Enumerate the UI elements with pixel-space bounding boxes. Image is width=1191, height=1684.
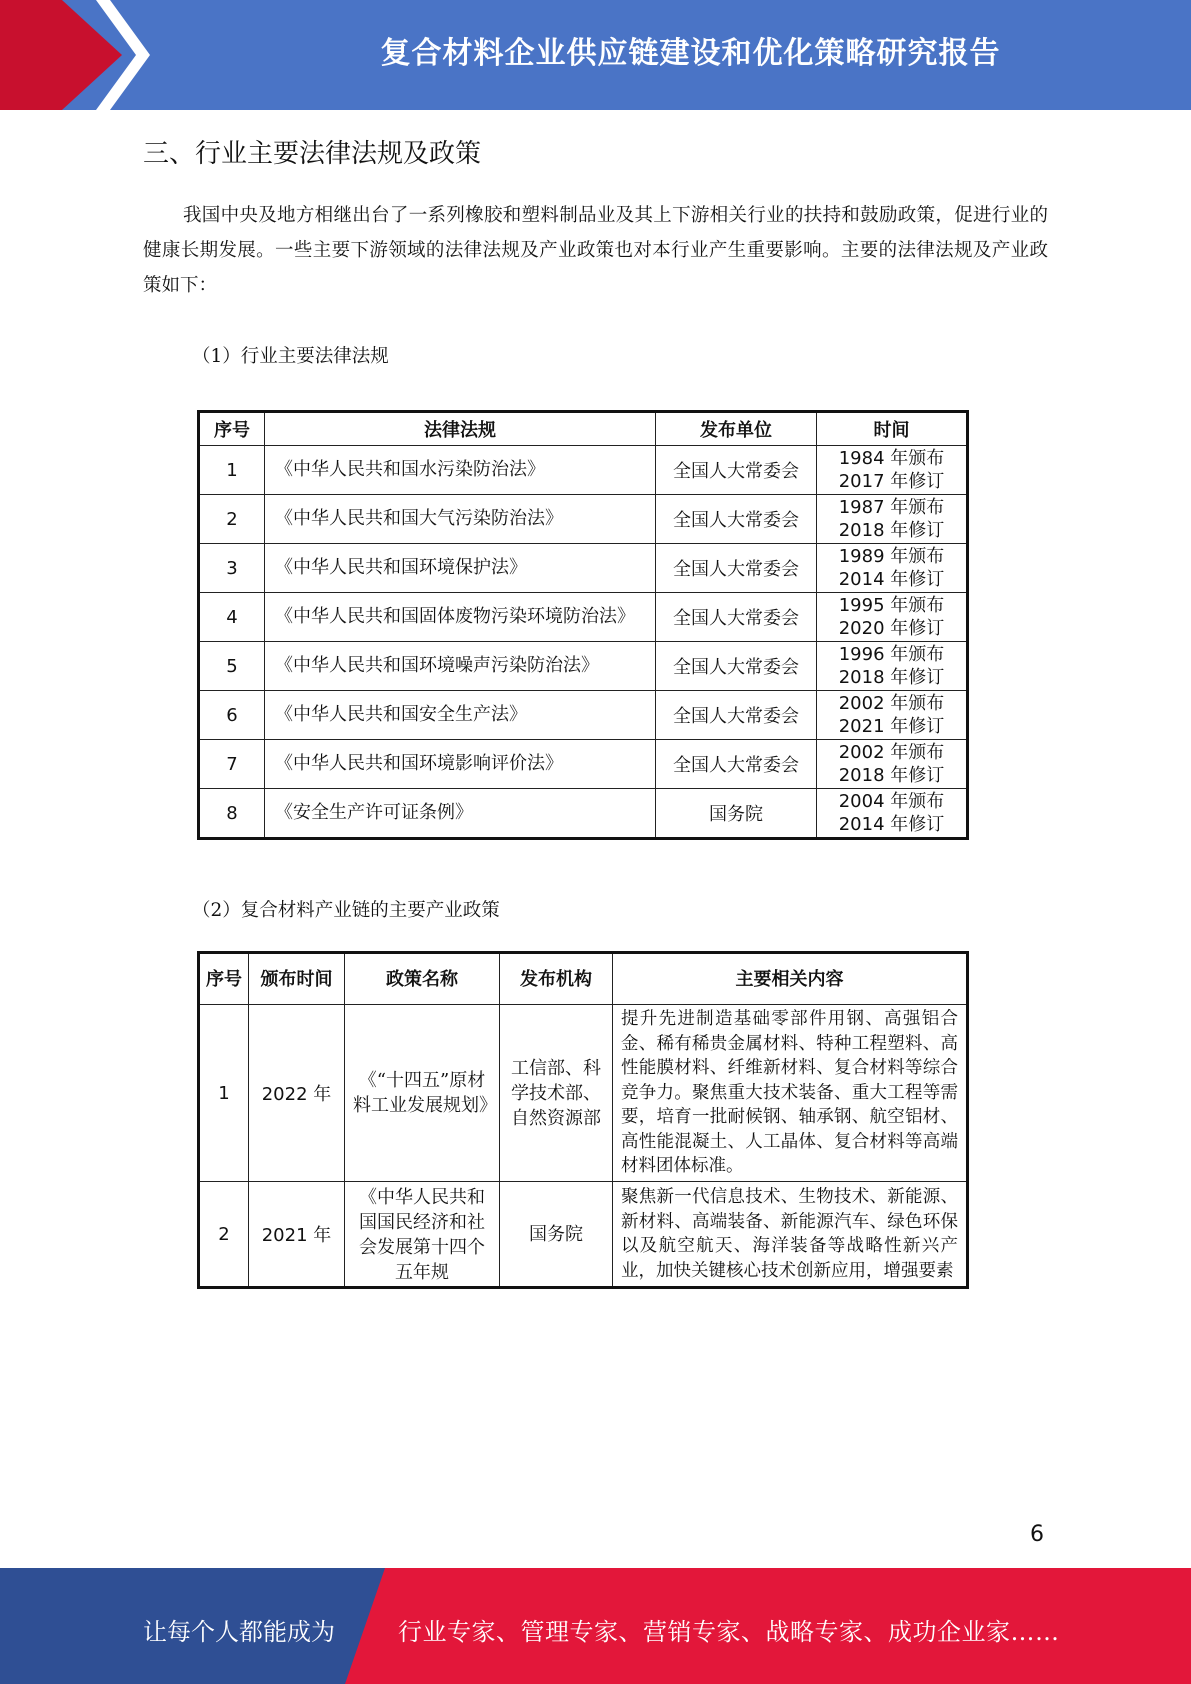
table-row (199, 789, 968, 839)
section-title: 三、行业主要法律法规及政策 (143, 139, 482, 169)
issuing-body: 全国人大常委会 (656, 691, 817, 740)
revised-text: 2014 年修订 (838, 569, 945, 590)
header-cell: 政策名称 (345, 953, 500, 1005)
issuing-agency: 国务院 (500, 1182, 613, 1288)
subheading-policies: （2）复合材料产业链的主要产业政策 (192, 900, 500, 921)
enacted-text: 2002 年颁布 (838, 742, 945, 763)
header-cell: 序号 (199, 953, 249, 1005)
time-cell (817, 495, 968, 544)
issuing-body: 全国人大常委会 (656, 544, 817, 593)
table-row (199, 740, 968, 789)
revised-text: 2021 年修订 (838, 716, 945, 737)
enacted-text: 2004 年颁布 (838, 791, 945, 812)
issuing-body: 全国人大常委会 (656, 642, 817, 691)
law-name: 《中华人民共和国水污染防治法》 (265, 446, 656, 495)
row-number: 7 (199, 740, 265, 789)
time-cell (817, 593, 968, 642)
header-cell: 时间 (817, 412, 968, 446)
table-row (199, 495, 968, 544)
policy-content-cell (613, 1182, 968, 1288)
revised-text: 2017 年修订 (838, 471, 945, 492)
row-number: 3 (199, 544, 265, 593)
enacted-text: 1996 年颁布 (838, 644, 945, 665)
page-header (0, 0, 1191, 110)
issuing-body: 全国人大常委会 (656, 446, 817, 495)
policy-content: 聚焦新一代信息技术、生物技术、新能源、新材料、高端装备、新能源汽车、绿色环保以及航空航天、海洋装备等战略性新兴产业，加快关键核心技术创新应用，增强要素 (621, 1187, 958, 1281)
time-cell (817, 446, 968, 495)
law-name: 《中华人民共和国环境影响评价法》 (265, 740, 656, 789)
row-number: 6 (199, 691, 265, 740)
issue-year: 2022 年 (249, 1005, 345, 1182)
header-cell: 发布机构 (500, 953, 613, 1005)
table-row (199, 691, 968, 740)
revised-text: 2018 年修订 (838, 765, 945, 786)
table-row (199, 593, 968, 642)
table-row (199, 544, 968, 593)
header-cell: 发布单位 (656, 412, 817, 446)
header-cell: 主要相关内容 (613, 953, 968, 1005)
table-row (199, 642, 968, 691)
table-row (199, 446, 968, 495)
enacted-text: 1987 年颁布 (838, 497, 945, 518)
policy-name: 《“十四五”原材料工业发展规划》 (345, 1005, 500, 1182)
law-name: 《安全生产许可证条例》 (265, 789, 656, 839)
table-header-row (199, 412, 968, 446)
laws-table (197, 410, 969, 840)
enacted-text: 1995 年颁布 (838, 595, 945, 616)
header-cell: 序号 (199, 412, 265, 446)
policy-content: 提升先进制造基础零部件用钢、高强铝合金、稀有稀贵金属材料、特种工程塑料、高性能膜材料、纤维新材料、复合材料等综合竞争力。聚焦重大技术装备、重大工程等需要，培育一批耐候钢、轴承钢、航空铝材、高性能混凝土、人工晶体、复合材料等高端材料团体标准。 (613, 1005, 968, 1182)
row-number: 1 (199, 1005, 249, 1182)
header-cell: 法律法规 (265, 412, 656, 446)
law-name: 《中华人民共和国安全生产法》 (265, 691, 656, 740)
page-footer (0, 1568, 1191, 1684)
time-cell (817, 740, 968, 789)
issuing-body: 国务院 (656, 789, 817, 839)
table-row (199, 1005, 968, 1182)
revised-text: 2018 年修订 (838, 667, 945, 688)
law-name: 《中华人民共和国大气污染防治法》 (265, 495, 656, 544)
row-number: 8 (199, 789, 265, 839)
enacted-text: 1989 年颁布 (838, 546, 945, 567)
policies-table (197, 951, 969, 1289)
revised-text: 2018 年修订 (838, 520, 945, 541)
page-number: 6 (1030, 1522, 1044, 1547)
report-title: 复合材料企业供应链建设和优化策略研究报告 (380, 36, 1001, 71)
revised-text: 2020 年修订 (838, 618, 945, 639)
issuing-body: 全国人大常委会 (656, 740, 817, 789)
table-row (199, 1182, 968, 1288)
row-number: 2 (199, 1182, 249, 1288)
row-number: 1 (199, 446, 265, 495)
law-name: 《中华人民共和国环境噪声污染防治法》 (265, 642, 656, 691)
issuing-agency: 工信部、科学技术部、自然资源部 (500, 1005, 613, 1182)
footer-slogan-left: 让每个人都能成为 (143, 1618, 335, 1646)
time-cell (817, 691, 968, 740)
time-cell (817, 789, 968, 839)
time-cell (817, 544, 968, 593)
row-number: 4 (199, 593, 265, 642)
row-number: 5 (199, 642, 265, 691)
policy-name: 《中华人民共和国国民经济和社会发展第十四个五年规 (359, 1187, 485, 1283)
issuing-body: 全国人大常委会 (656, 495, 817, 544)
header-cell: 颁布时间 (249, 953, 345, 1005)
subheading-laws: （1）行业主要法律法规 (192, 346, 389, 367)
issuing-body: 全国人大常委会 (656, 593, 817, 642)
row-number: 2 (199, 495, 265, 544)
enacted-text: 1984 年颁布 (838, 448, 945, 469)
table-header-row (199, 953, 968, 1005)
enacted-text: 2002 年颁布 (838, 693, 945, 714)
intro-paragraph: 我国中央及地方相继出台了一系列橡胶和塑料制品业及其上下游相关行业的扶持和鼓励政策，促进行业的健康长期发展。一些主要下游领域的法律法规及产业政策也对本行业产生重要影响。主要的法律法规及产业政策如下： (143, 205, 1048, 296)
law-name: 《中华人民共和国固体废物污染环境防治法》 (265, 593, 656, 642)
time-cell (817, 642, 968, 691)
policy-name-cell (345, 1182, 500, 1288)
law-name: 《中华人民共和国环境保护法》 (265, 544, 656, 593)
revised-text: 2014 年修订 (838, 814, 945, 835)
issue-year: 2021 年 (249, 1182, 345, 1288)
footer-slogan-right: 行业专家、管理专家、营销专家、战略专家、成功企业家…… (398, 1618, 1060, 1646)
